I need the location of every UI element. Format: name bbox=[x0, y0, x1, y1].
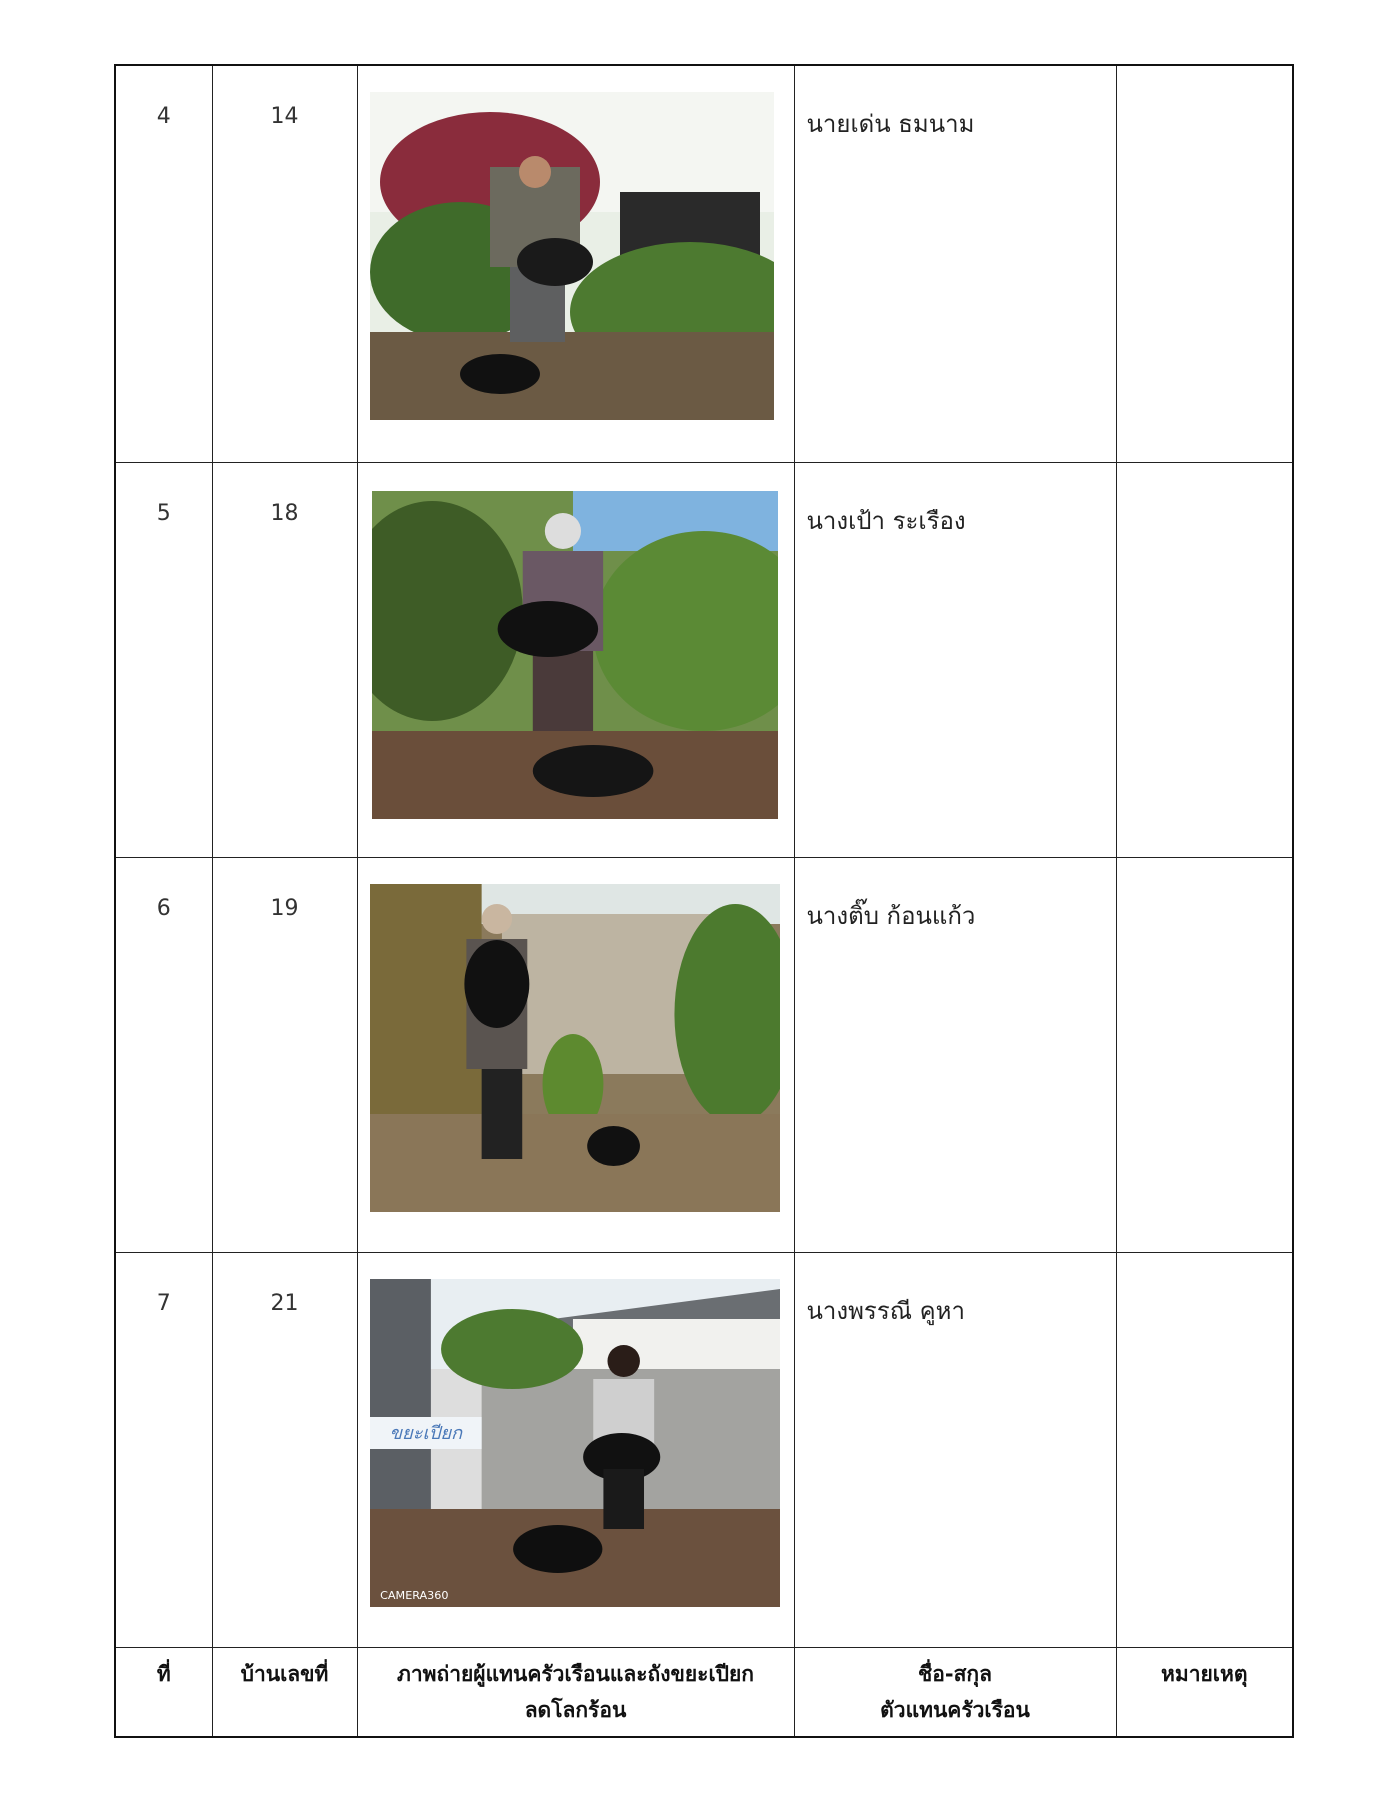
table-row bbox=[115, 1253, 1293, 1648]
header-house-no: บ้านเลขที่ bbox=[212, 1648, 357, 1738]
table-row bbox=[115, 65, 1293, 463]
row-number: 5 bbox=[115, 463, 212, 858]
photo-cell bbox=[357, 65, 794, 463]
row-number: 4 bbox=[115, 65, 212, 463]
header-name-line2: ตัวแทนครัวเรือน bbox=[880, 1698, 1030, 1722]
header-name-line1: ชื่อ-สกุล bbox=[918, 1662, 992, 1686]
household-rep-name: นางเป้า ระเรือง bbox=[794, 463, 1116, 858]
photo-watermark: CAMERA360 bbox=[379, 1589, 448, 1602]
household-photo bbox=[372, 491, 778, 819]
house-number: 21 bbox=[212, 1253, 357, 1648]
sign-text: ขยะเปียก bbox=[389, 1423, 462, 1444]
house-number: 14 bbox=[212, 65, 357, 463]
photo-cell bbox=[357, 858, 794, 1253]
household-rep-name: นางติ๊บ ก้อนแก้ว bbox=[794, 858, 1116, 1253]
table-row bbox=[115, 463, 1293, 858]
house-number: 18 bbox=[212, 463, 357, 858]
household-photo bbox=[370, 1279, 780, 1607]
table-header-row bbox=[115, 1648, 1293, 1738]
house-number: 19 bbox=[212, 858, 357, 1253]
household-photo bbox=[370, 884, 780, 1212]
row-number: 7 bbox=[115, 1253, 212, 1648]
header-photo bbox=[357, 1648, 794, 1738]
remark-cell bbox=[1116, 463, 1293, 858]
photo-cell bbox=[357, 463, 794, 858]
remark-cell bbox=[1116, 1253, 1293, 1648]
household-rep-name: นายเด่น ธมนาม bbox=[794, 65, 1116, 463]
household-photo bbox=[370, 92, 774, 420]
household-table bbox=[114, 64, 1294, 1738]
remark-cell bbox=[1116, 858, 1293, 1253]
header-photo-line2: ลดโลกร้อน bbox=[524, 1698, 627, 1722]
table-row bbox=[115, 858, 1293, 1253]
photo-cell bbox=[357, 1253, 794, 1648]
header-remark: หมายเหตุ bbox=[1116, 1648, 1293, 1738]
household-rep-name: นางพรรณี คูหา bbox=[794, 1253, 1116, 1648]
remark-cell bbox=[1116, 65, 1293, 463]
row-number: 6 bbox=[115, 858, 212, 1253]
header-photo-line1: ภาพถ่ายผู้แทนครัวเรือนและถังขยะเปียก bbox=[397, 1662, 754, 1686]
header-no: ที่ bbox=[115, 1648, 212, 1738]
header-name bbox=[794, 1648, 1116, 1738]
